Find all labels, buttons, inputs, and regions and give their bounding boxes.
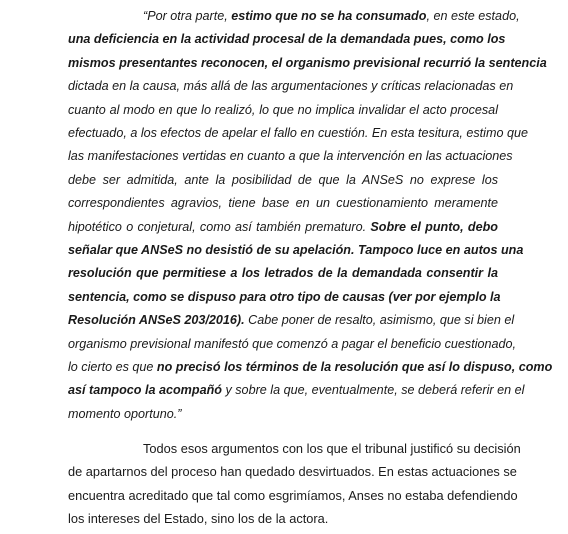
bold-text-segment: no precisó los términos de la resolución que así lo dispuso, como xyxy=(156,360,553,374)
bold-text-segment: resolución que permitiese a los letrados de la demandada consentir la xyxy=(68,266,498,281)
quote-line xyxy=(143,8,520,25)
bold-text-segment: Resolución ANSeS 203/2016). xyxy=(68,313,245,328)
quote-line xyxy=(68,242,524,259)
quote-line xyxy=(68,55,547,72)
quote-line xyxy=(68,219,498,236)
quote-line xyxy=(68,102,498,119)
text-segment: “Por otra parte, xyxy=(143,9,232,23)
quote-line xyxy=(68,195,498,212)
quote-line xyxy=(68,78,514,95)
quote-line xyxy=(68,265,498,282)
text-segment: , en este estado, xyxy=(426,9,520,23)
text-segment: organismo previsional manifestó que comenzó a pagar el beneficio cuestionado, xyxy=(68,336,517,351)
body-line: encuentra acreditado que tal como esgrimíamos, Anses no estaba defendiendo xyxy=(68,487,518,503)
quote-line xyxy=(68,31,506,48)
text-segment: hipotético o conjetural, como así también prematuro. xyxy=(68,219,371,234)
quote-line xyxy=(68,406,498,423)
bold-text-segment: señalar que ANSeS no desistió de su apelación. Tampoco luce en autos una xyxy=(68,243,524,257)
bold-text-segment: una deficiencia en la actividad procesal de la demandada pues, como los xyxy=(68,32,506,47)
text-segment: Cabe poner de resalto, asimismo, que si bien el xyxy=(244,313,515,328)
quote-line xyxy=(68,148,513,165)
bold-text-segment: estimo que no se ha consumado xyxy=(231,9,427,23)
text-segment: efectuado, a los efectos de apelar el fallo en cuestión. En esta tesitura, estimo que xyxy=(68,126,528,140)
bold-text-segment: mismos presentantes reconocen, el organismo previsional recurrió la sentencia xyxy=(68,55,547,70)
text-segment: debe ser admitida, ante la posibilidad de que la ANSeS no exprese los xyxy=(68,172,498,187)
body-line: Todos esos argumentos con los que el tribunal justificó su decisión xyxy=(143,441,521,456)
quote-line xyxy=(68,336,517,353)
quote-line xyxy=(68,125,528,142)
quote-line xyxy=(68,312,515,329)
quote-line xyxy=(68,359,553,376)
quote-line xyxy=(68,382,525,399)
text-segment: lo cierto es que xyxy=(68,360,157,374)
text-segment: cuanto al modo en que lo realizó, lo que no implica invalidar el acto procesal xyxy=(68,102,498,117)
body-line: de apartarnos del proceso han quedado desvirtuados. En estas actuaciones se xyxy=(68,464,517,480)
text-segment: y sobre la que, eventualmente, se deberá referir en el xyxy=(221,383,525,398)
text-segment: dictada en la causa, más allá de las argumentaciones y críticas relacionadas en xyxy=(68,79,514,94)
quote-line xyxy=(68,172,498,189)
text-segment: las manifestaciones vertidas en cuanto a que la intervención en las actuaciones xyxy=(68,149,513,164)
bold-text-segment: Sobre el punto, debo xyxy=(370,219,498,234)
quote-line xyxy=(68,289,501,306)
text-segment: correspondientes agravios, tiene base en un cuestionamiento meramente xyxy=(68,196,498,211)
body-line: los intereses del Estado, sino los de la actora. xyxy=(68,511,329,527)
text-segment: momento oportuno.” xyxy=(68,406,182,421)
bold-text-segment: sentencia, como se dispuso para otro tipo de causas (ver por ejemplo la xyxy=(68,289,501,304)
bold-text-segment: así tampoco la acompañó xyxy=(68,383,222,398)
